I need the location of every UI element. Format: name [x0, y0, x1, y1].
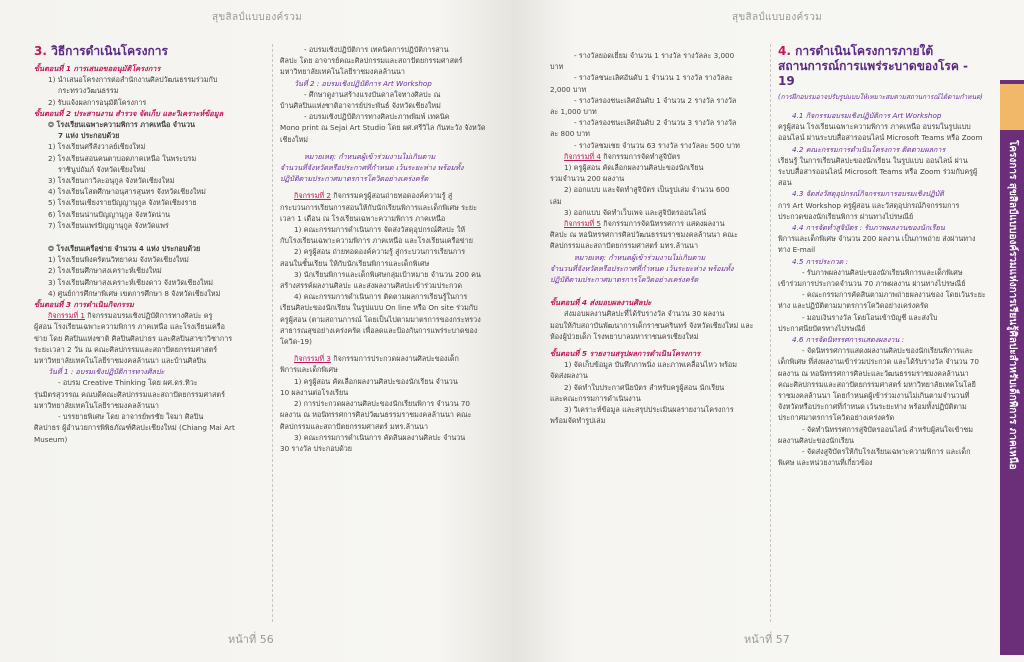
text-line: ครูผู้สอน (ตามสถานการณ์ โดยเป็นไปตามมาตรการของกระทรวง	[280, 314, 481, 324]
column-2-text	[280, 44, 494, 454]
column-4	[778, 44, 988, 469]
text-line: สอนในชั้นเรียน ให้กับนักเรียนพิการและเด็กพิเศษ	[280, 258, 430, 268]
text-line: 4.1 กิจกรรมอบรมเชิงปฏิบัติการ Art Workshop	[792, 111, 942, 120]
text-line: พิการและเด็กพิเศษ	[280, 365, 338, 375]
text-line: 3) วิเคราะห์ข้อมูล และสรุปประเมินผลรายงานโครงการ	[564, 405, 734, 415]
text-line: ห่าง และปฏิบัติตามมาตรการโควิดอย่างเคร่งครัด	[778, 301, 929, 311]
text-line: ข่าย โดย ศิลปินแห่งชาติ ศิลปินศิลปาธร และศิลปินสาขาวิชาการ	[34, 333, 233, 343]
text-line: 2) รับแจ้งผลการอนุมัติโครงการ	[48, 97, 147, 107]
text-line: หมายเหตุ: กำหนดผู้เข้าร่วมงานไม่เกินตาม	[574, 252, 706, 262]
text-line: ละ 1,000 บาท	[550, 107, 597, 117]
page-header-right: สุขสิลป์แบบองค์รวม	[732, 12, 823, 23]
text-line: 2,000 บาท	[550, 84, 587, 94]
text-line: มหาวิทยาลัยเทคโนโลยีราชมงคลล้านนา และบ้านศิลปิน	[34, 356, 207, 366]
text-line: 30 รางวัล ประกอบด้วย	[280, 443, 352, 453]
text-line: ห้องผู้ป่วยเด็ก โรงพยาบาลมหาราชนครเชียงใหม่	[550, 331, 699, 341]
text-line: ละ 800 บาท	[550, 129, 590, 139]
text-line: ศิลปาธร ผู้อำนวยการพิพิธภัณฑ์ศิลปะเชียงใหม่ (Chiang Mai Art	[34, 423, 235, 433]
text-line: ศิลปกรรมและสถาปัตยกรรมศาสตร์ มทร.ล้านนา	[280, 421, 428, 431]
section-3-heading: วิธีการดำเนินโครงการ	[51, 44, 168, 58]
text-line: 3) คณะกรรมการดำเนินการ คัดสินผลงานศิลปะ จำนวน	[294, 432, 466, 442]
text-line: 4.3 จัดส่งวัสดุอุปกรณ์กิจกรรมการอบรมเชิงปฏิบัติ	[792, 189, 944, 199]
text-line: 4) โรงเรียนโสตศึกษาอนุสารสุนทร จังหวัดเชียงใหม่	[48, 187, 206, 197]
text-line: 3) นักเรียนพิการและเด็กพิเศษกลุ่มเป้าหมาย จำนวน 200 คน	[294, 269, 481, 279]
text-line: - รางวัลรองชนะเลิศอันดับ 1 จำนวน 2 รางวัล รางวัล	[574, 95, 737, 105]
section-3-title	[34, 44, 262, 59]
text-line: - อบรมเชิงปฏิบัติการทางศิลปะภาพพิมพ์ เทคนิค	[304, 112, 450, 122]
column-divider	[272, 44, 273, 622]
text-line: - คณะกรรมการคัดสินตามภาพถ่ายผลงานของ โดยเว้นระยะ	[802, 290, 986, 300]
text-line: ประกาศมาตรการโควิดอย่างเคร่งครัด	[778, 413, 895, 423]
text-line: เล่ม	[550, 196, 562, 206]
text-line: - ศึกษาดูงานสร้างแรงบันดาลใจทางศิลปะ ณ	[304, 89, 441, 99]
text-line: ราชินูปถัมภ์ จังหวัดเชียงใหม่	[58, 164, 146, 174]
text-line: บาท	[550, 62, 564, 72]
text-line: 2) โรงเรียนสอนคนตาบอดภาคเหนือ ในพระบรม	[48, 153, 197, 163]
section-4-heading: การดำเนินโครงการภายใต้สถานการณ์การแพร่ระบาดของโรค - 19	[778, 44, 969, 88]
text-line: เชียงใหม่	[280, 134, 309, 144]
text-line: ศิลปะ ณ หอนิทรรศการศิลปวัฒนธรรมราชมงคลล้านนา คณะ	[550, 230, 738, 240]
page-number-right: หน้าที่ 57	[744, 633, 790, 646]
text-line: บ้านศิลปินแห่งชาติอาจารย์ประพันธ์ จังหวัดเชียงใหม่	[280, 101, 441, 111]
text-line: 1) ครูผู้สอน คัดเลือกผลงานศิลปะของนักเรียน	[564, 163, 704, 173]
text-line: กิจกรรมที่ 5 กิจกรรมการจัดนิทรรศการ แสดงผลงาน	[564, 219, 725, 229]
text-line: ครูผู้สอน โรงเรียนเฉพาะความพิการ ภาคเหนือ อบรมในรูปแบบ	[778, 122, 971, 132]
section-4-title	[778, 44, 988, 89]
column-4-text	[778, 110, 988, 469]
text-line: และคณะกรรมการดำเนินงาน	[550, 393, 641, 403]
text-line: 1) คณะกรรมการดำเนินการ จัดส่งวัสดุอุปกรณ์ศิลปะ ให้	[294, 225, 466, 235]
column-divider	[770, 44, 771, 622]
text-line: 6) โรงเรียนน่านปัญญานุกูล จังหวัดน่าน	[48, 209, 171, 219]
text-line: กิจกรรมที่ 4 กิจกรรมการจัดทำสูจิบัตร	[564, 151, 681, 161]
text-line: กิจกรรมที่ 2 กิจกรรมครูผู้สอนถ่ายทอดองค์ความรู้ สู่	[294, 191, 453, 201]
text-line: เรียนรู้ ในการเรียนศิลปะของนักเรียน ในรูปแบบ ออนไลน์ ผ่าน	[778, 155, 968, 165]
text-line: จัดส่งผลงาน	[550, 371, 588, 381]
text-line: ปฏิบัติตามประกาศมาตรการโควิดอย่างเคร่งครัด	[550, 275, 699, 285]
text-line: กิจกรรมที่ 1 กิจกรรมอบรมเชิงปฏิบัติการทางศิลปะ ครู	[48, 311, 213, 321]
text-line: - อบรม Creative Thinking โดย ผศ.ดร.ทิวะ	[58, 378, 198, 388]
text-line: เด็กพิเศษ ที่ส่งผลงานเข้าร่วมประกวด และได้รับรางวัล จำนวน 70	[778, 357, 979, 367]
text-line: เวลา 1 เดือน ณ โรงเรียนเฉพาะความพิการ ภาคเหนือ	[280, 213, 446, 223]
text-line: สอน	[778, 178, 792, 188]
text-line: ผลงาน ณ หอนิทรรศการศิลปวัฒนธรรมราชมงคลล้านนา คณะ	[280, 410, 472, 420]
text-line: 2) จัดทำใบประกาศนียบัตร สำหรับครูผู้สอน นักเรียน	[564, 382, 725, 392]
text-line: สร้างสรรค์ผลงานศิลปะ และส่งผลงานศิลปะเข้าร่วมประกวด	[280, 281, 463, 291]
text-line: คณะศิลปกรรมและสถาปัตยกรรมศาสตร์ มหาวิทยาลัยเทคโนโลยี	[778, 379, 976, 389]
text-line: รวมจำนวน 200 ผลงาน	[550, 174, 625, 184]
section-4-note: (การฝึกอบรมอาจปรับรูปแบบให้เหมาะสมตามสถานการณ์ได้ตามกำหนด)	[778, 93, 983, 101]
column-1-text	[34, 63, 262, 445]
page-header-left: สุขสิลป์แบบองค์รวม	[212, 12, 303, 23]
text-line: 2) ครูผู้สอน ถ่ายทอดองค์ความรู้ สู่กระบวนการเรียนการ	[294, 247, 466, 257]
text-line: 1) จัดเก็บข้อมูล บันทึกภาพนิ่ง และภาพเคลื่อนไหว พร้อม	[564, 360, 737, 370]
text-line: กระบวนการเรียนการสอนให้กับนักเรียนพิการและเด็กพิเศษ ระยะ	[280, 202, 477, 212]
text-line: สาธารณสุขอย่างเคร่งครัด เพื่อลดและป้องกันการแพร่ระบาดของ	[280, 325, 478, 335]
text-line: จำนวนที่จังหวัดหรือประกาศที่กำหนด เว้นระยะห่าง พร้อมทั้ง	[280, 163, 464, 173]
text-line: 1) โรงเรียนพิงครัตนวิทยาคม จังหวัดเชียงใหม่	[48, 255, 189, 265]
text-line: ระบบสื่อสารออนไลน์ Microsoft Teams หรือ Zoom ร่วมกับครูผู้	[778, 167, 978, 177]
text-line: - รางวัลชนะเลิศอันดับ 1 จำนวน 1 รางวัล รางวัลละ	[574, 73, 733, 83]
text-line: ปฏิบัติตามประกาศมาตรการโควิดอย่างเคร่งครัด	[280, 174, 429, 184]
column-1	[34, 44, 262, 445]
text-line: กิจกรรมที่ 3 กิจกรรมการประกวดผลงานศิลปะของเด็ก	[294, 354, 459, 364]
text-line: ประกวดของนักเรียนพิการ ผ่านทางไปรษณีย์	[778, 211, 914, 221]
text-line: วันที่ 1 : อบรมเชิงปฏิบัติการทางศิลปะ	[48, 367, 165, 377]
text-line: 3) ออกแบบ จัดทำเว็บเพจ และสูจิบัตรออนไลน์	[564, 207, 707, 217]
text-line: 1) โรงเรียนศรีสังวาลย์เชียงใหม่	[48, 142, 146, 152]
text-line: 2) โรงเรียนศึกษาสงเคราะห์เชียงใหม่	[48, 266, 162, 276]
text-line: โควิด-19)	[280, 337, 312, 347]
text-line: - จัดนิทรรศการแสดงผลงานศิลปะของนักเรียนพิการและ	[802, 346, 973, 356]
text-line: - มอบเงินรางวัล โดยโอนเข้าบัญชี และส่งใบ	[802, 312, 938, 322]
text-line: - รางวัลรองชนะเลิศอันดับ 2 จำนวน 3 รางวัล รางวัล	[574, 118, 737, 128]
text-line: 4) คณะกรรมการดำเนินการ ติดตามผลการเรียนรู้ในการ	[294, 292, 468, 302]
text-line: เข้าร่วมการประกวดจำนวน 70 ภาพผลงาน ผ่านทางไปรษณีย์	[778, 279, 966, 289]
text-line: ออนไลน์ ผ่านระบบสื่อสารออนไลน์ Microsoft Teams หรือ Zoom	[778, 133, 983, 143]
text-line: กระทรวงวัฒนธรรม	[58, 86, 119, 96]
text-line: ส่งมอบผลงานศิลปะที่ได้รับรางวัล จำนวน 30 ผลงาน	[564, 309, 725, 319]
page-number-left: หน้าที่ 56	[228, 633, 274, 646]
text-line: ทาง E-mail	[778, 245, 816, 255]
text-line: พิเศษ และหน่วยงานที่เกี่ยวข้อง	[778, 458, 873, 468]
side-tab-marker	[1000, 84, 1024, 130]
text-line: พร้อมจัดทำรูปเล่ม	[550, 416, 606, 426]
text-line: 4.5 การประกวด :	[792, 256, 849, 266]
text-line: มอบให้กับสถาบันพัฒนาการเด็กราชนครินทร์ จังหวัดเชียงใหม่ และ	[550, 320, 754, 330]
text-line: 10 ผลงานต่อโรงเรียน	[280, 387, 349, 397]
column-2	[280, 44, 494, 454]
text-line: - รับภาพผลงานศิลปะของนักเรียนพิการและเด็กพิเศษ	[802, 267, 963, 277]
text-line: 3) โรงเรียนศึกษาสงเคราะห์เชียงดาว จังหวัดเชียงใหม่	[48, 277, 213, 287]
text-line: ขั้นตอนที่ 3 การดำเนินกิจกรรม	[34, 300, 134, 310]
right-page	[512, 0, 1024, 662]
text-line	[550, 285, 762, 297]
text-line: 4.2 คณะกรรมการดำเนินโครงการ ติดตามผลการ	[792, 144, 946, 154]
text-line: 2) ออกแบบ และจัดทำสูจิบัตร เป็นรูปเล่ม จำนวน 600	[564, 185, 730, 195]
text-line: 4.6 การจัดนิทรรศการแสดงผลงาน :	[792, 335, 905, 345]
text-line: 2) การประกวดผลงานศิลปะของนักเรียนพิการ จำนวน 70	[294, 399, 470, 409]
column-3-text	[550, 50, 762, 427]
text-line: - จัดส่งสูจิบัตรให้กับโรงเรียนเฉพาะความพิการ และเด็ก	[802, 447, 971, 457]
text-line: การ Art Workshop ครูผู้สอน และวัสดุอุปกรณ์กิจกรรมการ	[778, 200, 960, 210]
text-line: มหาวิทยาลัยเทคโนโลยีราชมงคลล้านนา	[280, 67, 405, 77]
section-3-number: 3.	[34, 44, 47, 58]
text-line: พิการและเด็กพิเศษ จำนวน 200 ผลงาน เป็นภาพถ่าย ส่งผ่านทาง	[778, 234, 976, 244]
text-line: ผู้สอน โรงเรียนเฉพาะความพิการ ภาคเหนือ และโรงเรียนเครือ	[34, 322, 225, 332]
text-line: ขั้นตอนที่ 4 ส่งมอบผลงานศิลปะ	[550, 298, 652, 308]
text-line: - รางวัลยอดเยี่ยม จำนวน 1 รางวัล รางวัลละ 3,000	[574, 51, 735, 60]
text-line: มหาวิทยาลัยเทคโนโลยีราชมงคลล้านนา	[34, 400, 159, 410]
text-line: 7 แห่ง ประกอบด้วย	[58, 131, 120, 141]
text-line: 1) ครูผู้สอน คัดเลือกผลงานศิลปะของนักเรียน จำนวน	[294, 376, 458, 386]
text-line: จำนวนที่จังหวัดหรือประกาศที่กำหนด เว้นระยะห่าง พร้อมทั้ง	[550, 263, 734, 273]
text-line: ขั้นตอนที่ 5 รายงานสรุปผลการดำเนินโครงการ	[550, 349, 701, 359]
text-line: ประกาศนียบัตรทางไปรษณีย์	[778, 323, 866, 333]
text-line: Mono print ณ Sejai Art Studio โดย ผศ.ศรีวิไล กันทะวัง จังหวัด	[280, 123, 486, 133]
text-line: เรียนศิลปะของนักเรียน ในรูปแบบ On line หรือ On site ร่วมกับ	[280, 303, 478, 313]
text-line: ผลงาน ณ หอนิทรรศการศิลปะและวัฒนธรรมราชมงคลล้านนา	[778, 368, 969, 378]
text-line: Museum)	[34, 434, 68, 444]
text-line: ❂ โรงเรียนเครือข่าย จำนวน 4 แห่ง ประกอบด้วย	[48, 244, 201, 254]
column-3	[550, 50, 762, 427]
text-line: - รางวัลชมเชย จำนวน 63 รางวัล รางวัลละ 500 บาท	[574, 140, 740, 150]
text-line: 5) โรงเรียนเชียงรายปัญญานุกูล จังหวัดเชียงราย	[48, 198, 197, 208]
text-line: ❂ โรงเรียนเฉพาะความพิการ ภาคเหนือ จำนวน	[48, 120, 195, 130]
text-line: 3) โรงเรียนกาวิละอนุกูล จังหวัดเชียงใหม่	[48, 176, 175, 186]
text-line	[34, 231, 262, 243]
text-line: 4.4 การจัดทำสูจิบัตร : รับภาพผลงานของนักเรียน	[792, 223, 945, 233]
section-4-number: 4.	[778, 44, 791, 58]
side-tab-title: โครงการ สุขสิลป์แบบองค์รวมแห่งการเรียนรู้ศิลปะสำหรับเด็กพิการ ภาคเหนือ	[1007, 140, 1018, 470]
text-line: วันที่ 2 : อบรมเชิงปฏิบัติการ Art Workshop	[294, 78, 432, 88]
text-line: ขั้นตอนที่ 1 การเสนอขออนุมัติโครงการ	[34, 64, 161, 73]
text-line: ศิลปะ โดย อาจารย์คณะศิลปกรรมและสถาปัตยกรรมศาสตร์	[280, 56, 463, 66]
text-line: 1) นำเสนอโครงการต่อสำนักงานศิลปวัฒนธรรมร่วมกับ	[48, 75, 218, 85]
text-line: จังหวัดหรือประกาศที่กำหนด เว้นระยะห่าง พร้อมทั้งปฏิบัติตาม	[778, 402, 967, 412]
text-line: ขั้นตอนที่ 2 ประสานงาน สำรวจ จัดเก็บ และวิเคราะห์ข้อมูล	[34, 108, 224, 118]
text-line: รุ่นมิตรสุวรรณ คณบดีคณะศิลปกรรมและสถาปัตยกรรมศาสตร์	[34, 389, 225, 399]
text-line: - บรรยายพิเศษ โดย อาจารย์พรชัย ใจมา ศิลปิน	[58, 412, 204, 422]
text-line: ราชมงคลล้านนา โดยกำหนดผู้เข้าร่วมงานไม่เกินตามจำนวนที่	[778, 391, 970, 401]
text-line: กับโรงเรียนเฉพาะความพิการ ภาคเหนือ และโรงเรียนเครือข่าย	[280, 236, 473, 246]
text-line: - อบรมเชิงปฏิบัติการ เทคนิคการปฏิบัติการสาน	[304, 45, 449, 54]
text-line: ระยะเวลา 2 วัน ณ คณะศิลปกรรมและสถาปัตยกรรมศาสตร์	[34, 344, 218, 354]
text-line: หมายเหตุ: กำหนดผู้เข้าร่วมงานไม่เกินตาม	[304, 151, 436, 161]
text-line: ศิลปกรรมและสถาปัตยกรรมศาสตร์ มทร.ล้านนา	[550, 241, 698, 251]
text-line: - จัดทำนิทรรศการสูจิบัตรออนไลน์ สำหรับผู้สนใจเข้าชม	[802, 424, 974, 434]
text-line: ผลงานศิลปะของนักเรียน	[778, 435, 854, 445]
text-line: 4) ศูนย์การศึกษาพิเศษ เขตการศึกษา 8 จังหวัดเชียงใหม่	[48, 288, 221, 298]
text-line: 7) โรงเรียนแพร่ปัญญานุกูล จังหวัดแพร่	[48, 220, 169, 230]
